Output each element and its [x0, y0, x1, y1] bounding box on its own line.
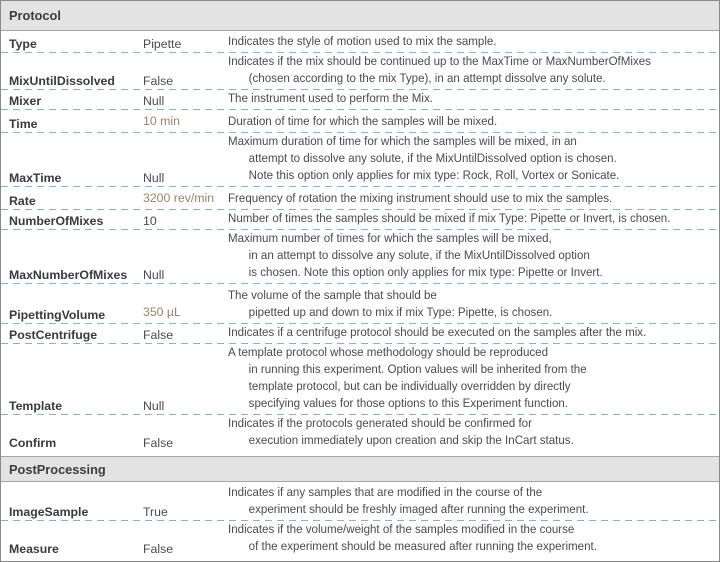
option-description — [228, 415, 719, 452]
option-value: 3200 rev/min — [143, 191, 215, 205]
description-line: Indicates if any samples that are modified in the course of the — [228, 485, 543, 499]
option-name: Template — [9, 399, 63, 413]
option-description — [228, 133, 719, 187]
option-value: False — [143, 328, 174, 342]
option-row — [1, 110, 719, 133]
description-line: execution immediately upon creation and skip the InCart status. — [248, 433, 574, 447]
option-description — [228, 521, 719, 558]
option-value: Null — [143, 94, 165, 108]
option-description — [228, 344, 719, 415]
option-name: Mixer — [9, 94, 42, 108]
option-description — [228, 230, 719, 284]
section-header-protocol: Protocol — [1, 1, 719, 31]
option-row — [1, 324, 719, 344]
option-value: False — [143, 74, 174, 88]
option-row — [1, 230, 719, 284]
option-description — [228, 210, 719, 230]
description-line: Indicates if the protocols generated should be confirmed for — [228, 416, 532, 430]
option-value: Null — [143, 399, 165, 413]
option-row — [1, 521, 719, 558]
option-row — [1, 210, 719, 230]
option-name: MaxNumberOfMixes — [9, 268, 128, 282]
option-description — [228, 190, 719, 210]
option-row — [1, 90, 719, 110]
description-line: Maximum duration of time for which the samples will be mixed, in an — [228, 134, 577, 148]
option-row — [1, 33, 719, 53]
option-row — [1, 284, 719, 324]
option-name: MaxTime — [9, 171, 62, 185]
description-line: Indicates if the mix should be continued up to the MaxTime or MaxNumberOfMixes — [228, 54, 651, 68]
option-name: PostCentrifuge — [9, 328, 98, 342]
section-rows — [1, 482, 719, 558]
description-line: template protocol, but can be individually overridden by directly — [248, 379, 571, 393]
description-line: A template protocol whose methodology should be reproduced — [228, 345, 549, 359]
description-line: Indicates if a centrifuge protocol should be executed on the samples after the mix. — [228, 325, 647, 339]
option-value: Pipette — [143, 37, 182, 51]
description-line: pipetted up and down to mix if mix Type: Pipette, is chosen. — [248, 305, 553, 319]
option-name: Time — [9, 117, 38, 131]
option-description — [228, 113, 719, 133]
option-value: False — [143, 436, 174, 450]
description-line: in an attempt to dissolve any solute, if the MixUntilDissolved option — [248, 248, 590, 262]
option-value: False — [143, 542, 174, 556]
option-row — [1, 344, 719, 415]
description-line: experiment should be freshly imaged after running the experiment. — [248, 502, 589, 516]
option-name: Confirm — [9, 436, 57, 450]
description-line: in running this experiment. Option values will be inherited from the — [248, 362, 587, 376]
option-value: 350 µL — [143, 305, 181, 319]
option-row — [1, 484, 719, 521]
description-line: Frequency of rotation the mixing instrument should use to mix the samples. — [228, 191, 613, 205]
description-line: is chosen. Note this option only applies for mix type: Pipette or Invert. — [248, 265, 603, 279]
option-description — [228, 484, 719, 521]
option-value: 10 — [143, 214, 157, 228]
description-line: Note this option only applies for mix type: Rock, Roll, Vortex or Sonicate. — [248, 168, 620, 182]
description-line: attempt to dissolve any solute, if the MixUntilDissolved option is chosen. — [248, 151, 617, 165]
option-row — [1, 133, 719, 187]
description-line: of the experiment should be measured after running the experiment. — [248, 539, 597, 553]
option-row — [1, 187, 719, 210]
option-name: Type — [9, 37, 37, 51]
option-value: True — [143, 505, 168, 519]
option-name: MixUntilDissolved — [9, 74, 115, 88]
option-name: Measure — [9, 542, 59, 556]
description-line: specifying values for those options to this Experiment function. — [248, 396, 569, 410]
description-line: (chosen according to the mix Type), in an attempt dissolve any solute. — [248, 71, 606, 85]
option-name: Rate — [9, 194, 36, 208]
option-row — [1, 53, 719, 90]
option-row — [1, 415, 719, 452]
description-line: Duration of time for which the samples will be mixed. — [228, 114, 498, 128]
option-value: 10 min — [143, 114, 180, 128]
option-description — [228, 53, 719, 90]
option-name: ImageSample — [9, 505, 89, 519]
option-value: Null — [143, 171, 165, 185]
description-line: The instrument used to perform the Mix. — [228, 91, 433, 105]
section-header-postprocessing: PostProcessing — [1, 456, 719, 482]
option-value: Null — [143, 268, 165, 282]
description-line: Indicates if the volume/weight of the samples modified in the course — [228, 522, 575, 536]
option-description — [228, 90, 719, 110]
description-line: Number of times the samples should be mixed if mix Type: Pipette or Invert, is chosen. — [228, 211, 671, 225]
section-rows — [1, 31, 719, 452]
option-name: PipettingVolume — [9, 308, 106, 322]
option-description — [228, 324, 719, 344]
option-description — [228, 33, 719, 53]
description-line: Indicates the style of motion used to mix the sample. — [228, 34, 497, 48]
description-line: The volume of the sample that should be — [228, 288, 437, 302]
option-name: NumberOfMixes — [9, 214, 104, 228]
option-description — [228, 287, 719, 324]
description-line: Maximum number of times for which the samples will be mixed, — [228, 231, 552, 245]
